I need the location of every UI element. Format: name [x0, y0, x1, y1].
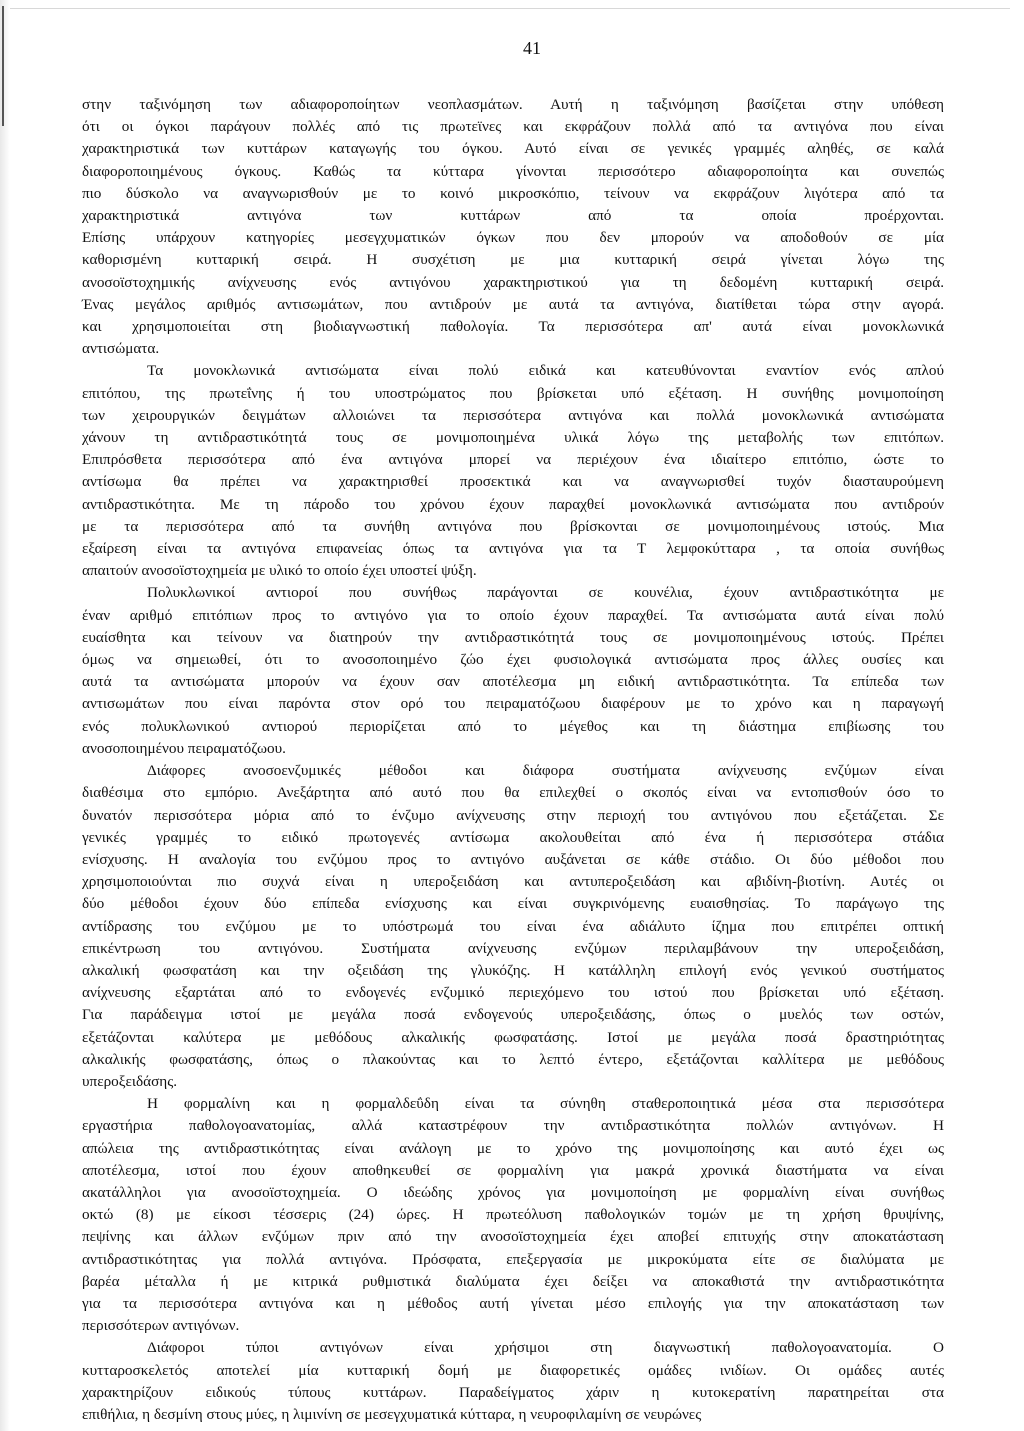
paragraph [82, 1337, 944, 1426]
text-line: περισσότερων αντιγόνων. [82, 1317, 240, 1335]
text-line: ανοσοποιημένου πειραματόζωου. [82, 739, 286, 757]
scan-edge-mark [2, 6, 4, 126]
text-line: επικέντρωση του αντιγόνου. Συστήματα ανίχνευσης ενζύμων περιλαμβάνουν την υπεροξειδάση, [82, 939, 944, 957]
paragraph [82, 760, 944, 1093]
text-line: όμως να σημειωθεί, ότι το ανοσοποιημένο ζώο έχει φυσιολογικά αντισώματα προς άλλες ουσίες και [82, 651, 944, 669]
text-line: αποτέλεσμα, ιστοί που έχουν αποθηκευθεί σε φορμαλίνη για μακρά χρονικά διαστήματα να είναι [82, 1161, 944, 1179]
paragraph [82, 1093, 944, 1337]
text-line: των χειρουργικών δειγμάτων αλλοιώνει τα περισσότερα αντιγόνα και πολλά μονοκλωνικά αντισώματα [82, 406, 944, 424]
text-line: αντισωμάτων που είναι παρόντα στον ορό του πειραματόζωου διαφέρουν με το χρόνο και η παραγωγή [82, 695, 944, 713]
text-line: απαιτούν ανοσοϊστοχημεία με υλικό το οποίο έχει υποστεί ψύξη. [82, 562, 477, 580]
text-line: χάνουν τη αντιδραστικότητά τους σε μονιμοποιημένα υλικά λόγω της μεταβολής των επιτόπων. [82, 429, 944, 447]
text-line: Επίσης υπάρχουν κατηγορίες μεσεγχυματικών όγκων που δεν μπορούν να αποδοθούν σε μία [82, 229, 944, 247]
text-line: ότι οι όγκοι παράγουν πολλές από τις πρωτεϊνες και εκφράζουν πολλά από τα αντιγόνα που είναι [82, 118, 944, 136]
text-line: εξετάζονται καλύτερα με μεθόδους αλκαλικής φωσφατάσης. Ιστοί με μεγάλα ποσά δραστηριότητας [82, 1028, 944, 1046]
text-line: χαρακτηρίζουν ειδικούς τύπους κυττάρων. Παραδείγματος χάριν η κυτοκερατίνη παρατηρείται στα [82, 1383, 944, 1401]
text-line: βαρέα μέταλλα ή με κιτρικά ρυθμιστικά διαλύματα έχει δείξει να αποκαθιστά την αντιδραστικότητα [82, 1272, 944, 1290]
text-line: πιο δύσκολο να αναγνωρισθούν με το κοινό μικροσκόπιο, τείνουν να εκφράζουν λιγότερα από τα [82, 184, 944, 202]
text-line: αντιδραστικότητα. Με τη πάροδο του χρόνου έχουν παραχθεί μονοκλωνικά αντισώματα που αντιδρούν [82, 495, 944, 513]
text-line: Διάφορες ανοσοενζυμικές μέθοδοι και διάφορα συστήματα ανίχνευσης ενζύμων είναι [147, 762, 944, 780]
text-line: καθορισμένη κυτταρική σειρά. Η συσχέτιση με μια κυτταρική σειρά γίνεται λόγω της [82, 251, 944, 269]
text-line: εξαίρεση είναι τα αντιγόνα επιφανείας όπως τα αντιγόνα για τα Τ λεμφοκύτταρα , τα οποία συνήθως [82, 540, 944, 558]
text-line: κυτταροσκελετός αποτελεί μία κυτταρική δομή με διαφορετικές ομάδες ινιδίων. Οι ομάδες αυτές [82, 1361, 944, 1379]
paragraph [82, 94, 944, 360]
text-line: Ένας μεγάλος αριθμός αντισωμάτων, που αντιδρούν με αυτά τα αντιγόνα, διατίθεται τώρα στην αγορά. [82, 295, 944, 313]
text-line: ενός πολυκλωνικού αντιορού περιορίζεται από το μέγεθος και τη διάστημα επιβίωσης του [82, 717, 944, 735]
text-line: χαρακτηριστικά των κυττάρων καταγωγής του όγκου. Αυτό είναι σε γενικές γραμμές αληθές, σε καλά [82, 140, 944, 158]
text-line: δυνατόν περισσότερα μόρια από το ένζυμο ανίχνευσης στην περιοχή του αντιγόνου που εξετάζεται. Σε [82, 806, 944, 824]
scan-top-mark [10, 8, 1010, 9]
text-line: Πολυκλωνικοί αντιοροί που συνήθως παράγονται σε κουνέλια, έχουν αντιδραστικότητα με [147, 584, 944, 602]
text-line: αλκαλική φωσφατάση και την οξειδάση της γλυκόζης. Η κατάλληλη επιλογή ενός γενικού συστήματος [82, 961, 944, 979]
text-line: χαρακτηριστικά αντιγόνα των κυττάρων από τα οποία προέρχονται. [82, 207, 944, 225]
text-line: αντίσωμα θα πρέπει να χαρακτηρισθεί προσεκτικά και να αναγνωρισθεί τυχόν διασταυρούμενη [82, 473, 944, 491]
scan-edge-shadow [0, 0, 10, 1431]
text-line: αντισώματα. [82, 340, 160, 358]
document-body [82, 94, 944, 1426]
text-line: αντίδρασης του ενζύμου με το υπόστρωμά του είναι ένα αδιάλυτο ίζημα που επιτρέπει οπτική [82, 917, 944, 935]
text-line: διαφοροποιημένους όγκους. Καθώς τα κύτταρα γίνονται περισσότερο αδιαφοροποίητα και συνεπώς [82, 162, 944, 180]
text-line: οκτώ (8) με είκοσι τέσσερις (24) ώρες. Η πρωτεόλυση παθολογικών τομών με τη χρήση θρυψίνης, [82, 1206, 944, 1224]
text-line: ευαίσθητα και τείνουν να διατηρούν την αντιδραστικότητά τους σε μονιμοποιημένους ιστούς. Πρέπει [82, 628, 944, 646]
text-line: αλκαλικής φωσφατάσης, όπως ο πλακούντας και το λεπτό έντερο, εξετάζονται καλλίτερα με μεθόδους [82, 1050, 944, 1068]
text-line: Η φορμαλίνη και η φορμαλδεΰδη είναι τα σύνηθη σταθεροποιητικά μέσα στα περισσότερα [147, 1095, 944, 1113]
text-line: χρησιμοποιούνται πιο συχνά είναι η υπεροξειδάση και αντυπεροξειδάση και αβιδίνη-βιοτίνη. Αυτές οι [82, 873, 944, 891]
text-line: αντιδραστικότητας για πολλά αντιγόνα. Πρόσφατα, επεξεργασία με μικροκύματα είτε σε διαλύματα με [82, 1250, 944, 1268]
text-line: αυτά τα αντισώματα μπορούν να έχουν σαν αποτέλεσμα μη ειδική αντιδραστικότητα. Τα επίπεδα των [82, 673, 944, 691]
text-line: Για παράδειγμα ιστοί με μεγάλα ποσά ενδογενούς υπεροξειδάσης, όπως ο μυελός των οστών, [82, 1006, 944, 1024]
text-line: Τα μονοκλωνικά αντισώματα είναι πολύ ειδικά και κατευθύνονται εναντίον ενός απλού [147, 362, 944, 380]
text-line: έναν αριθμό επιτόπιων προς το αντιγόνο για το οποίο έχουν παραχθεί. Τα αντισώματα αυτά είναι πολύ [82, 606, 944, 624]
text-line: επιτόπου, της πρωτεΐνης ή του υποστρώματος που βρίσκεται υπό εξέταση. Η συνήθης μονιμοποίηση [82, 384, 944, 402]
text-line: ενίσχυσης. Η αναλογία του ενζύμου προς το αντιγόνο αυξάνεται σε κάθε στάδιο. Οι δύο μέθοδοι που [82, 850, 944, 868]
text-line: για τα περισσότερα αντιγόνα και η μέθοδος αυτή γίνεται μέσο επιλογής για την αποκατάσταση των [82, 1294, 944, 1312]
text-line: και χρησιμοποιείται στη βιοδιαγνωστική παθολογία. Τα περισσότερα απ' αυτά είναι μονοκλωνικά [82, 318, 944, 336]
text-line: υπεροξειδάσης. [82, 1072, 178, 1090]
text-line: γενικές γραμμές το ειδικό πρωτογενές αντίσωμα ακολουθείται από ένα ή περισσότερα στάδια [82, 828, 944, 846]
text-line: δύο μέθοδοι έχουν δύο επίπεδα ενίσχυσης και είναι συγκρινόμενης ευαισθησίας. Το παράγωγο της [82, 895, 944, 913]
text-line: απώλεια της αντιδραστικότητας είναι ανάλογη με το χρόνο της μονιμοποίησης και αυτό έχει ως [82, 1139, 944, 1157]
paragraph [82, 360, 944, 582]
text-line: επιθήλια, η δεσμίνη στους μύες, η λιμινίνη σε μεσεγχυματικά κύτταρα, η νευροφιλαμίνη σε νευρώνες [82, 1405, 702, 1423]
text-line: με τα περισσότερα από τα συνήθη αντιγόνα που βρίσκονται σε μονιμοποιημένους ιστούς. Μια [82, 517, 944, 535]
text-line: ακατάλληλοι για ανοσοϊστοχημεία. Ο ιδεώδης χρόνος για μονιμοποίηση με φορμαλίνη είναι συνήθως [82, 1183, 944, 1201]
page-number: 41 [523, 38, 541, 58]
text-line: ανοσοϊστοχημικής ανίχνευσης ενός αντιγόνου χαρακτηριστικού για τη δεδομένη κυτταρική σειρά. [82, 273, 944, 291]
text-line: ανίχνευσης εξαρτάται από το ενδογενές ενζυμικό περιεχόμενο του ιστού που βρίσκεται υπό εξέταση. [82, 984, 944, 1002]
text-line: Διάφοροι τύποι αντιγόνων είναι χρήσιμοι στη διαγνωστική παθολογοανατομία. Ο [147, 1339, 944, 1357]
text-line: Επιπρόσθετα περισσότερα από ένα αντιγόνα μπορεί να περιέχουν ένα ιδιαίτερο επιτόπιο, ώστε το [82, 451, 944, 469]
text-line: στην ταξινόμηση των αδιαφοροποίητων νεοπλασμάτων. Αυτή η ταξινόμηση βασίζεται στην υπόθεση [82, 96, 944, 113]
paragraph [82, 582, 944, 760]
text-line: διαθέσιμα στο εμπόριο. Ανεξάρτητα από αυτό που θα επιλεχθεί ο σκοπός είναι να εντοπισθούν όσο το [82, 784, 944, 802]
text-line: εργαστήρια παθολογοανατομίας, αλλά καταστρέφουν την αντιδραστικότητα πολλών αντιγόνων. Η [82, 1117, 944, 1135]
text-line: πεψίνης και άλλων ενζύμων πριν από την ανοσοϊστοχημεία έχει αποβεί επιτυχής στην αποκατάσταση [82, 1228, 944, 1246]
